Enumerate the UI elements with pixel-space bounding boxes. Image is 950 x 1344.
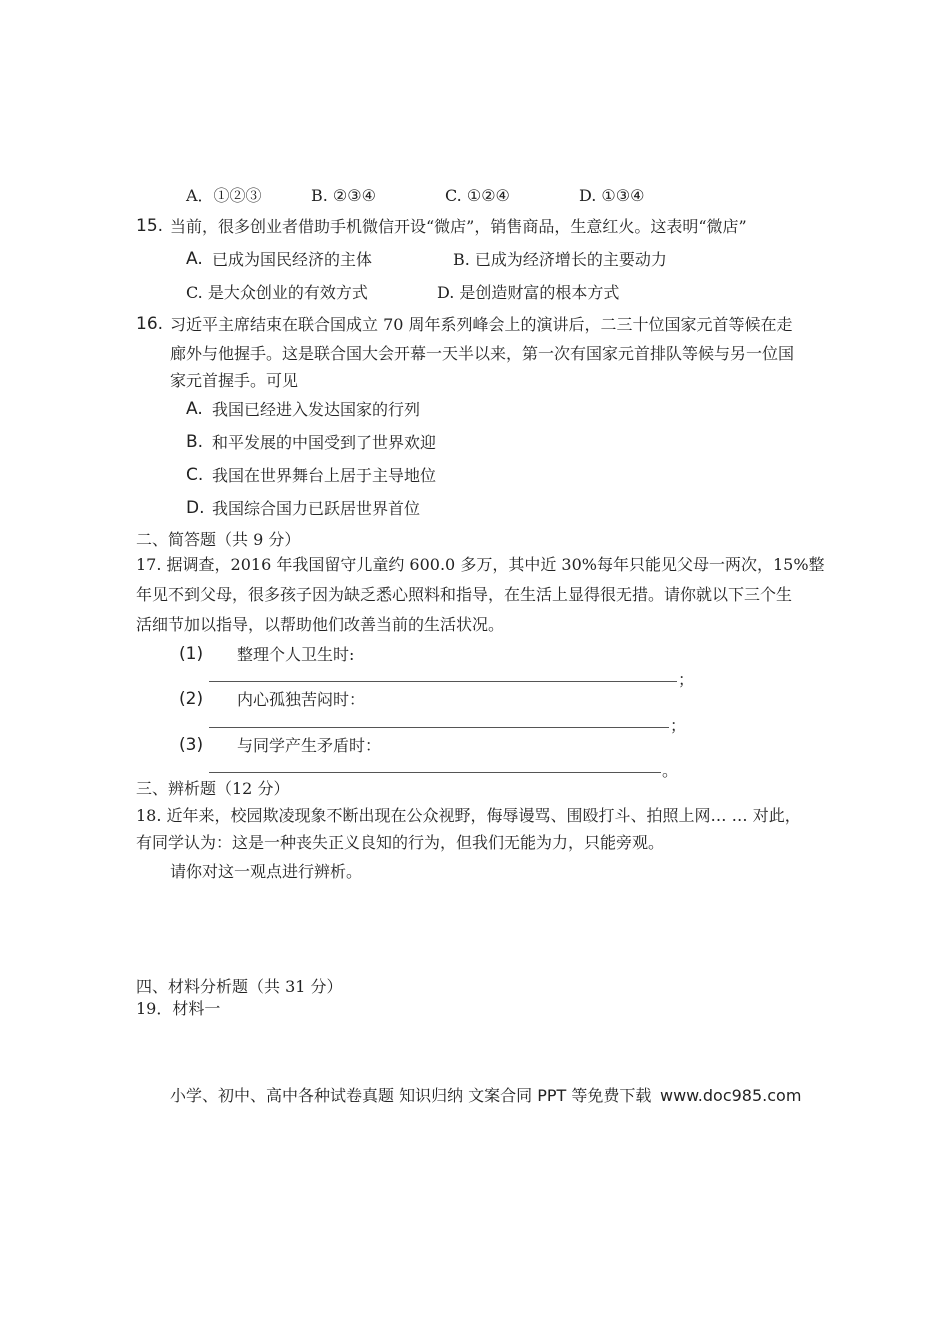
q15-stem: 当前，很多创业者借助手机微信开设“微店”，销售商品，生意红火。这表明“微店” xyxy=(170,217,747,236)
q18-line-3: 请你对这一观点进行辨析。 xyxy=(170,862,363,881)
q15-option-b: B. 已成为经济增长的主要动力 xyxy=(453,250,667,269)
q17-item-2-label: 内心孤独苦闷时： xyxy=(237,690,366,709)
q17-item-1-answer-line xyxy=(209,681,677,682)
q14-option-d: D. ①③④ xyxy=(579,186,645,205)
q16-option-a-letter: A. xyxy=(186,399,203,419)
q17-line-3: 活细节加以指导，以帮助他们改善当前的生活状况。 xyxy=(136,615,505,634)
q17-item-1-label: 整理个人卫生时: xyxy=(237,645,355,664)
q15-number: 15. xyxy=(136,216,164,236)
q18-line-2: 有同学认为：这是一种丧失正义良知的行为，但我们无能为力，只能旁观。 xyxy=(136,833,665,852)
q15-option-a-letter: A. xyxy=(186,249,203,269)
section-3-title: 三、辨析题（12 分） xyxy=(136,779,290,798)
q15-option-d: D. 是创造财富的根本方式 xyxy=(437,283,620,302)
q16-stem-line-3: 家元首握手。可见 xyxy=(170,371,299,390)
section-2-title: 二、简答题（共 9 分） xyxy=(136,530,301,549)
q17-line-1: 17. 据调查，2016 年我国留守儿童约 600.0 多万，其中近 30%每年只能见父母一两次，15%整 xyxy=(136,555,825,574)
q14-option-b: B. ②③④ xyxy=(311,186,376,205)
q17-item-1-number: (1) xyxy=(179,644,204,664)
q17-item-1-end: ； xyxy=(678,670,695,689)
q17-item-3-number: (3) xyxy=(179,735,204,755)
q16-option-d: 我国综合国力已跃居世界首位 xyxy=(212,499,421,518)
q14-options xyxy=(186,186,262,206)
q17-item-3-answer-line xyxy=(209,772,661,773)
q16-number: 16. xyxy=(136,314,164,334)
q16-option-c-letter: C. xyxy=(186,465,204,485)
q15-option-c: C. 是大众创业的有效方式 xyxy=(186,283,368,302)
q16-option-a: 我国已经进入发达国家的行列 xyxy=(212,400,421,419)
section-4-title: 四、材料分析题（共 31 分） xyxy=(136,977,343,996)
q16-stem-line-1: 习近平主席结束在联合国成立 70 周年系列峰会上的演讲后，二三十位国家元首等候在走 xyxy=(170,315,793,334)
q17-item-2-number: (2) xyxy=(179,689,204,709)
q17-item-2-end: ； xyxy=(670,716,687,735)
q16-stem-line-2: 廊外与他握手。这是联合国大会开幕一天半以来，第一次有国家元首排队等候与另一位国 xyxy=(170,344,795,363)
footer-text: 小学、初中、高中各种试卷真题 知识归纳 文案合同 PPT 等免费下载 xyxy=(170,1086,652,1105)
q16-option-c: 我国在世界舞台上居于主导地位 xyxy=(212,466,437,485)
q17-item-3-label: 与同学产生矛盾时： xyxy=(237,736,382,755)
q17-item-3-end: 。 xyxy=(662,761,679,780)
q19-line-1: 19．材料一 xyxy=(136,999,221,1018)
q15-option-a: 已成为国民经济的主体 xyxy=(212,250,373,269)
q16-option-b-letter: B. xyxy=(186,432,204,452)
q17-item-2-answer-line xyxy=(209,727,669,728)
q16-option-d-letter: D. xyxy=(186,498,205,518)
footer-url: www.doc985.com xyxy=(660,1086,802,1105)
q17-line-2: 年见不到父母，很多孩子因为缺乏悉心照料和指导，在生活上显得很无措。请你就以下三个生 xyxy=(136,585,793,604)
q14-option-a: A．①②③ xyxy=(186,186,262,205)
q14-option-c: C. ①②④ xyxy=(445,186,510,205)
q18-line-1: 18. 近年来，校园欺凌现象不断出现在公众视野，侮辱谩骂、围殴打斗、拍照上网… … 对此， xyxy=(136,806,801,825)
q16-option-b: 和平发展的中国受到了世界欢迎 xyxy=(212,433,437,452)
